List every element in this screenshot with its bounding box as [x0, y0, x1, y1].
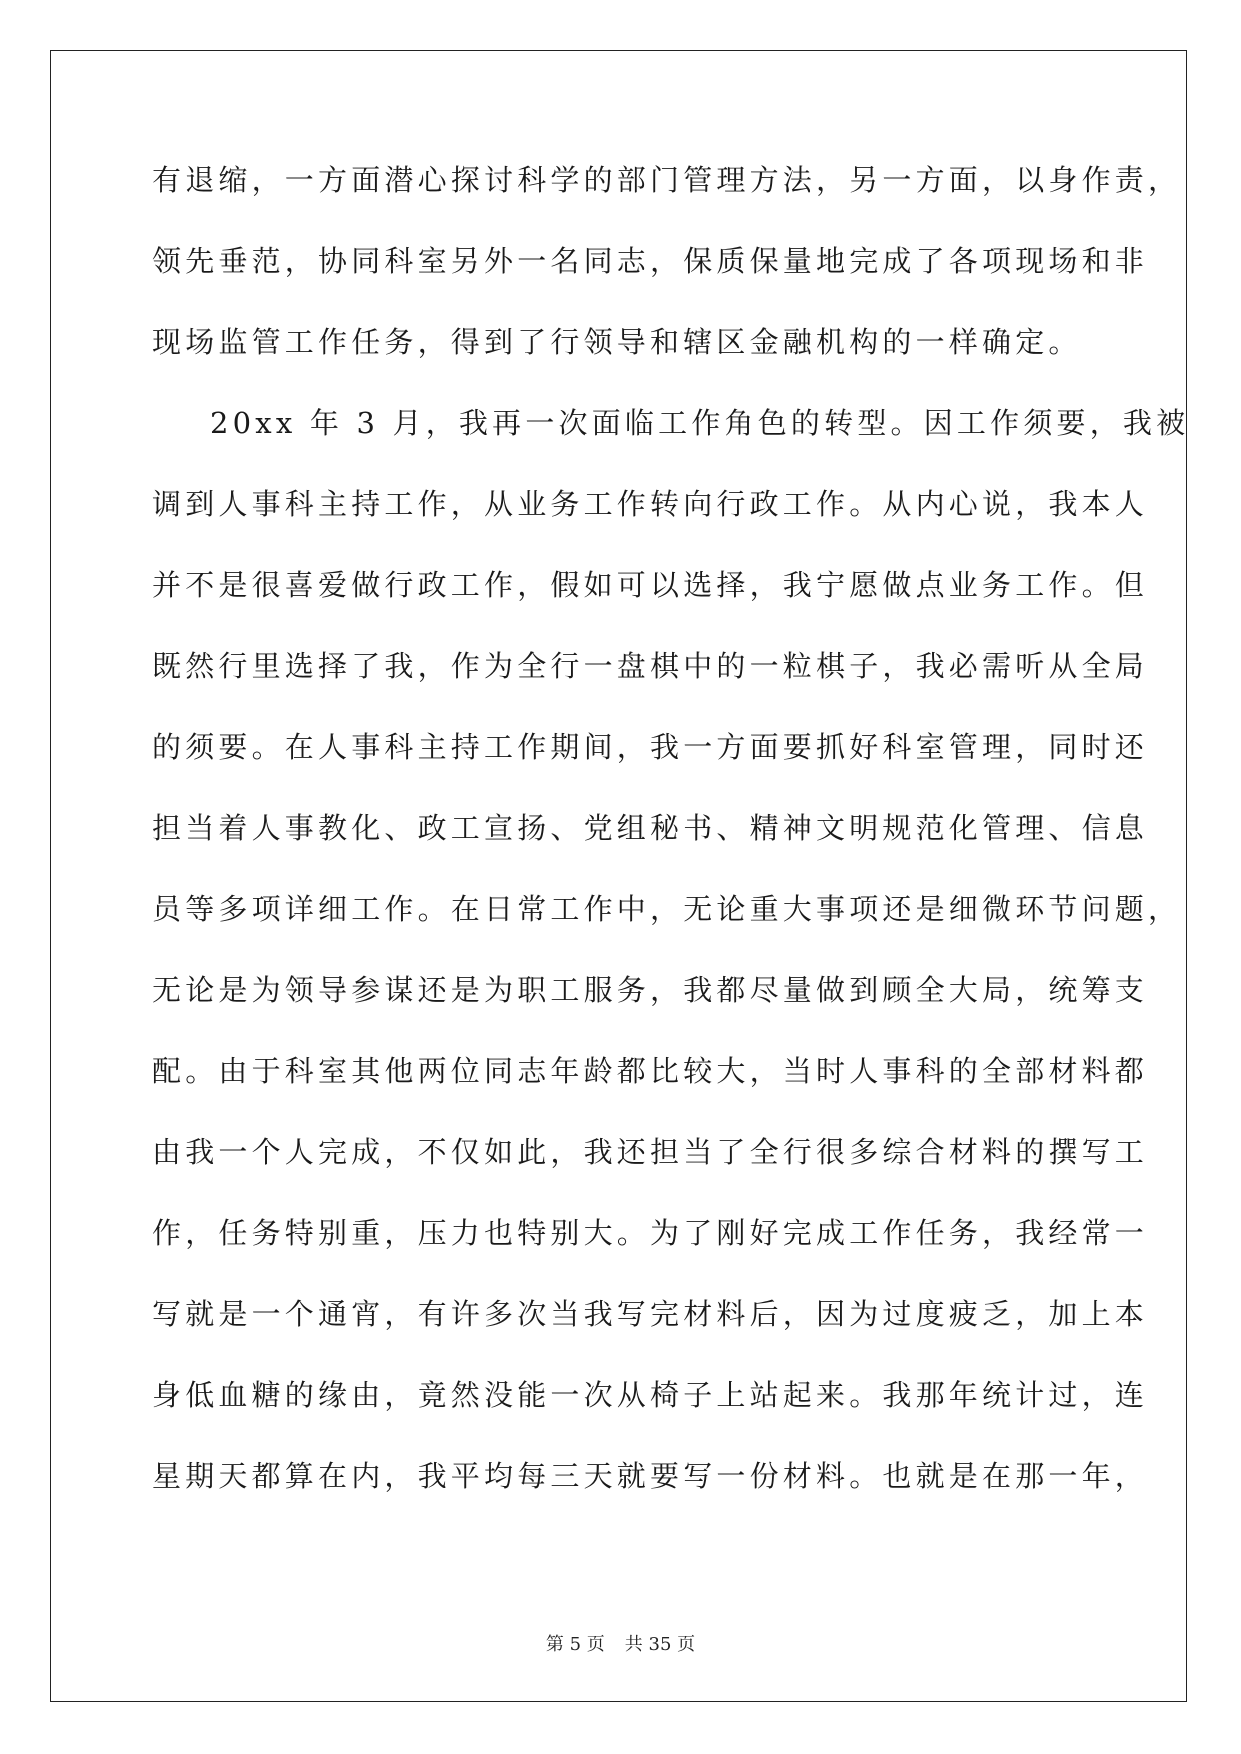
- text-line: 领先垂范，协同科室另外一名同志，保质保量地完成了各项现场和非: [152, 244, 1149, 278]
- text-line: 由我一个人完成，不仅如此，我还担当了全行很多综合材料的撰写工: [152, 1135, 1149, 1169]
- text-line: 现场监管工作任务，得到了行领导和辖区金融机构的一样确定。: [152, 325, 1082, 359]
- body-text: [152, 160, 1190, 1537]
- paragraph-first-line: 20xx 年 3 月，我再一次面临工作角色的转型。因工作须要，我被: [210, 406, 1190, 440]
- text-line: 写就是一个通宵，有许多次当我写完材料后，因为过度疲乏，加上本: [152, 1297, 1149, 1331]
- text-line: 担当着人事教化、政工宣扬、党组秘书、精神文明规范化管理、信息: [152, 811, 1149, 845]
- text-line: 的须要。在人事科主持工作期间，我一方面要抓好科室管理，同时还: [152, 730, 1149, 764]
- page-footer: [0, 1630, 1241, 1656]
- page-total: 共 35 页: [624, 1634, 696, 1655]
- text-line: 有退缩，一方面潜心探讨科学的部门管理方法，另一方面，以身作责，: [152, 163, 1182, 197]
- page-number: 第 5 页: [545, 1634, 605, 1655]
- text-line: 既然行里选择了我，作为全行一盘棋中的一粒棋子，我必需听从全局: [152, 649, 1149, 683]
- text-line: 并不是很喜爱做行政工作，假如可以选择，我宁愿做点业务工作。但: [152, 568, 1149, 602]
- text-line: 调到人事科主持工作，从业务工作转向行政工作。从内心说，我本人: [152, 487, 1149, 521]
- text-line: 无论是为领导参谋还是为职工服务，我都尽量做到顾全大局，统筹支: [152, 973, 1149, 1007]
- text-line: 配。由于科室其他两位同志年龄都比较大，当时人事科的全部材料都: [152, 1054, 1149, 1088]
- text-line: 星期天都算在内，我平均每三天就要写一份材料。也就是在那一年，: [152, 1459, 1149, 1493]
- text-line: 身低血糖的缘由，竟然没能一次从椅子上站起来。我那年统计过，连: [152, 1378, 1149, 1412]
- text-line: 作，任务特别重，压力也特别大。为了刚好完成工作任务，我经常一: [152, 1216, 1149, 1250]
- text-line: 员等多项详细工作。在日常工作中，无论重大事项还是细微环节问题，: [152, 892, 1182, 926]
